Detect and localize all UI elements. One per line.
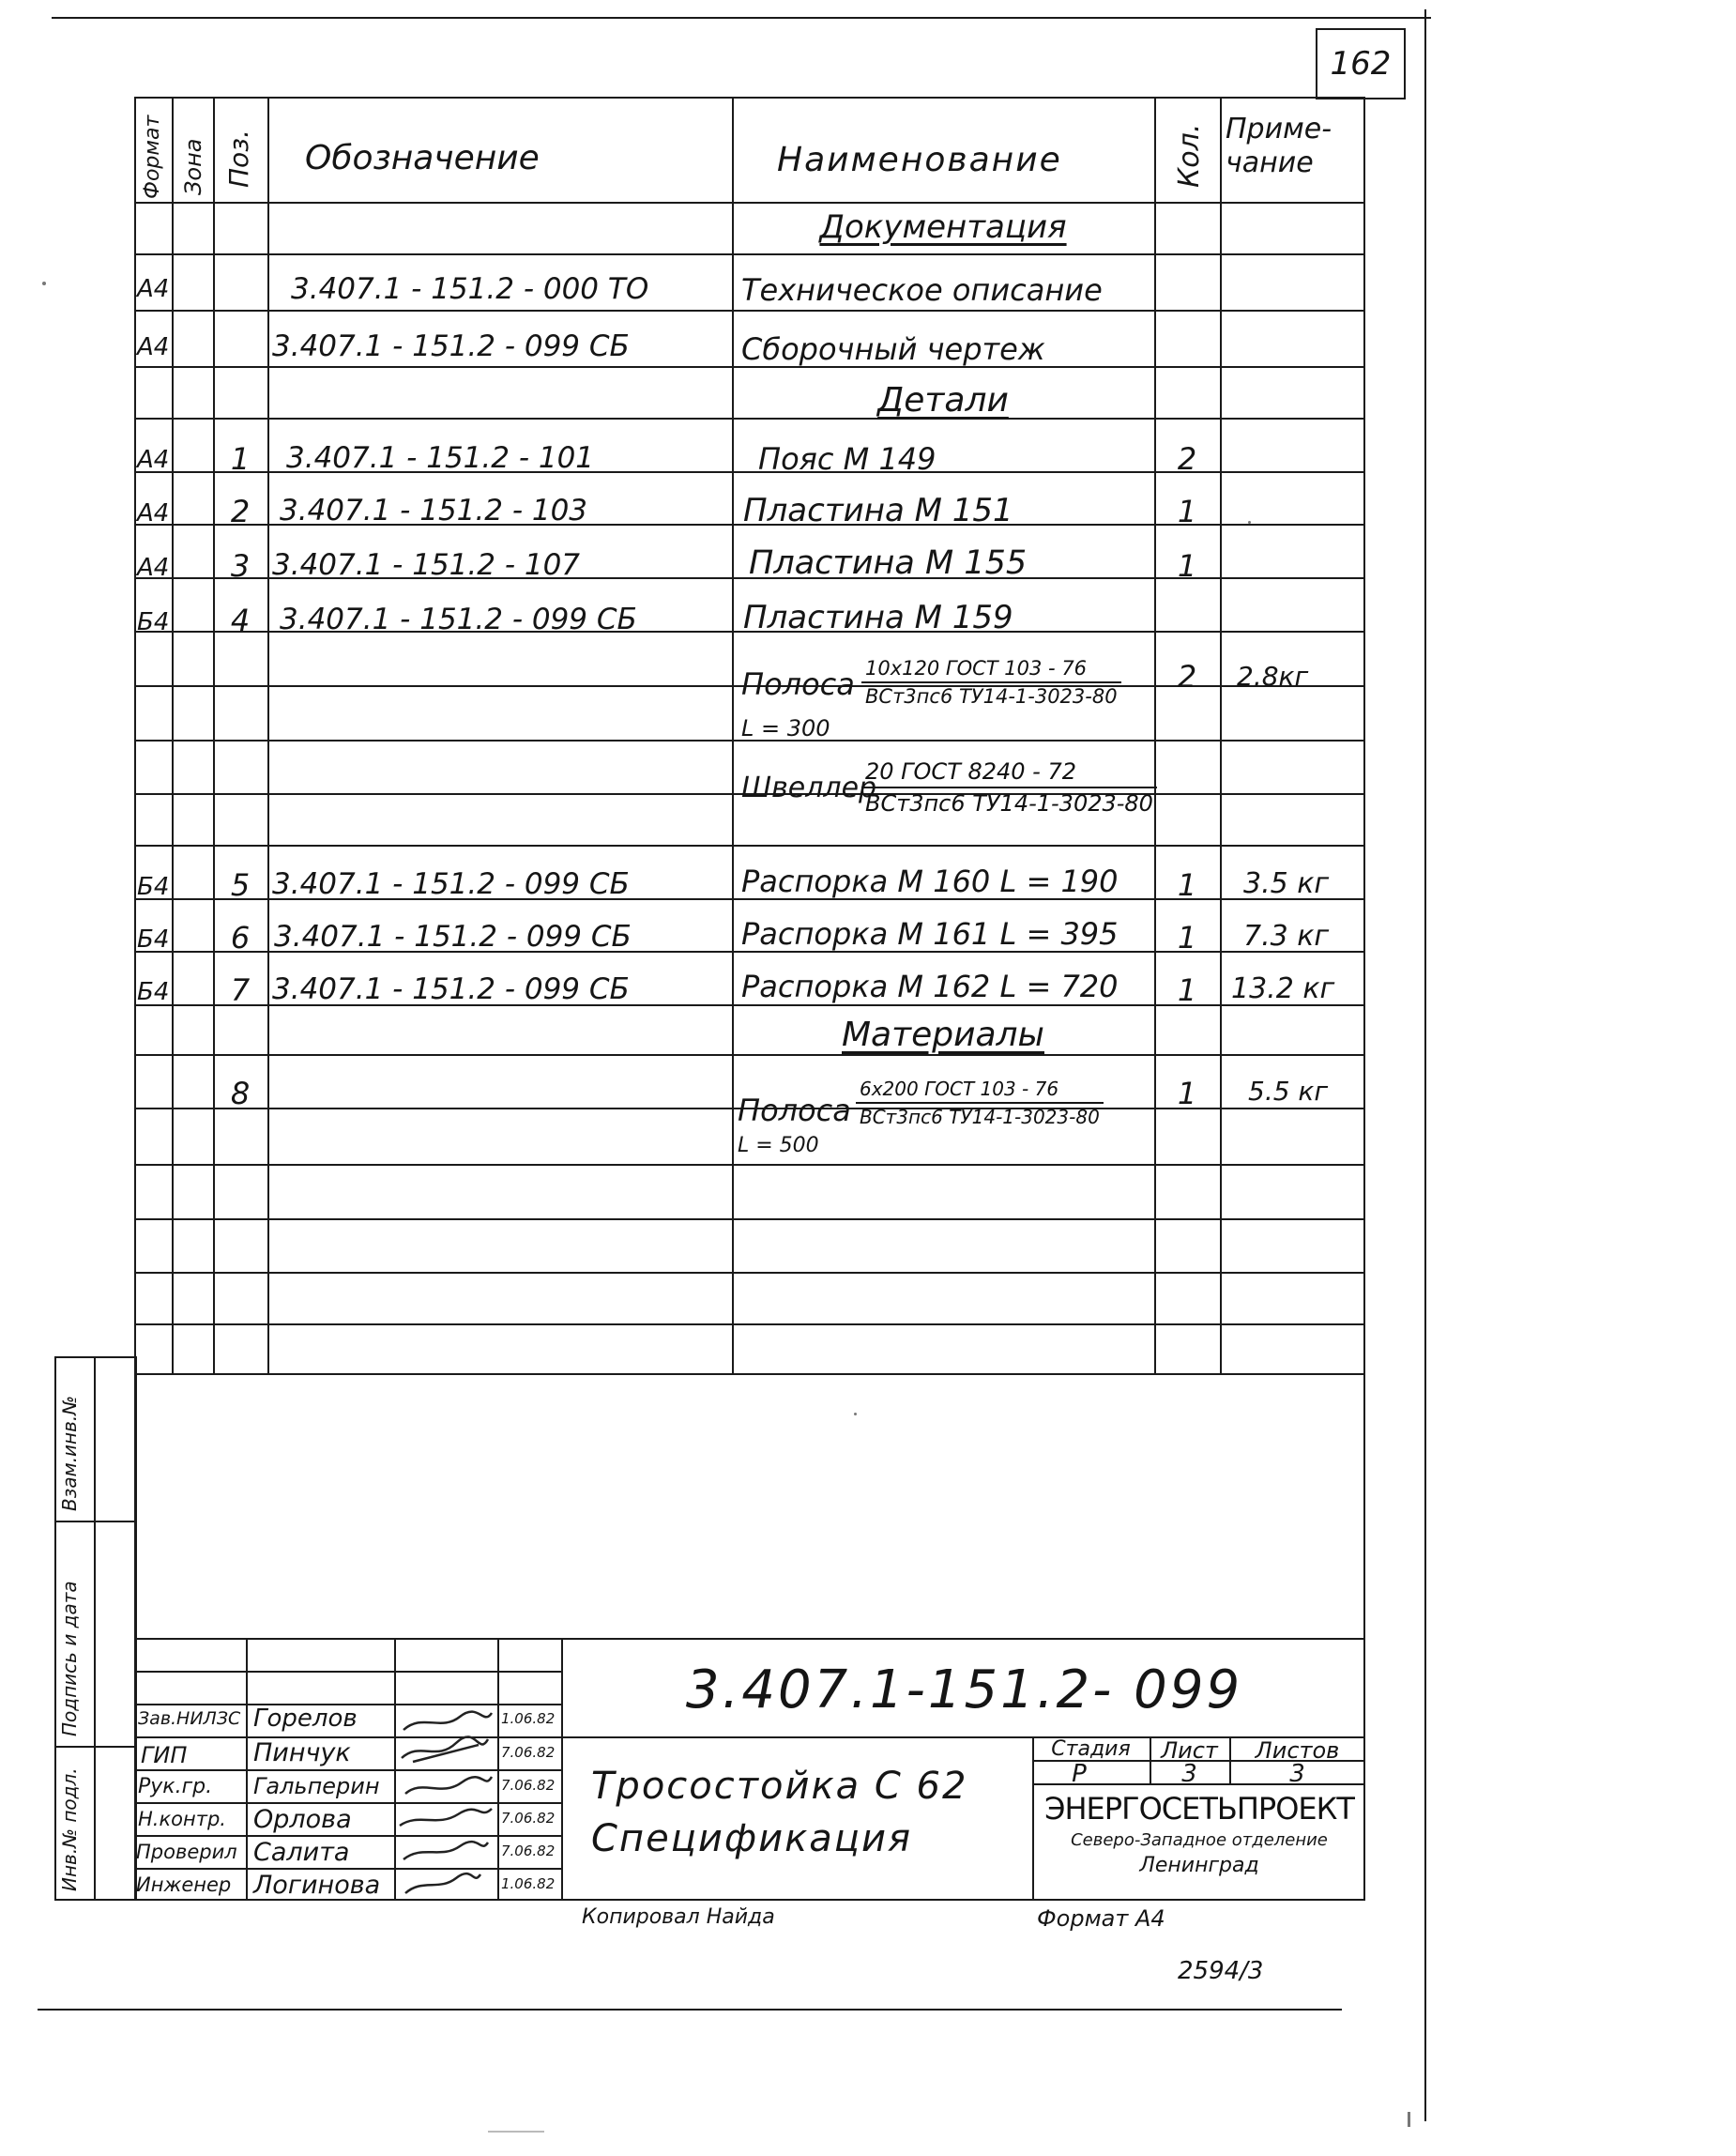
row-name: Распорка М 161 L = 395 bbox=[741, 916, 1119, 952]
row-note: 5.5 кг bbox=[1248, 1076, 1329, 1107]
row-name: Пластина М 151 bbox=[743, 492, 1013, 529]
row-line bbox=[134, 1272, 1365, 1274]
sig-name: Орлова bbox=[253, 1805, 352, 1834]
row-line bbox=[134, 1218, 1365, 1220]
row-name: Сборочный чертеж bbox=[741, 331, 1045, 367]
row-note: 7.3 кг bbox=[1243, 920, 1330, 953]
header-format: Формат bbox=[141, 115, 164, 199]
row-format: А4 bbox=[137, 446, 170, 474]
row-name: Распорка М 162 L = 720 bbox=[741, 969, 1119, 1004]
material-polosa-label: Полоса bbox=[741, 666, 855, 702]
spec-numerator: 20 ГОСТ 8240 - 72 bbox=[861, 758, 1157, 788]
row-name: Пояс М 149 bbox=[758, 441, 937, 477]
sig-name: Логинова bbox=[253, 1871, 381, 1900]
row-note: 3.5 кг bbox=[1243, 867, 1330, 900]
row-pos: 1 bbox=[230, 441, 251, 477]
material-polosa2-length: L = 500 bbox=[738, 1134, 819, 1157]
org-name: ЭНЕРГОСЕТЬПРОЕКТ bbox=[1044, 1791, 1354, 1827]
col-line bbox=[732, 97, 734, 1375]
row-designation: 3.407.1 - 151.2 - 107 bbox=[272, 548, 581, 582]
outer-top-border bbox=[52, 17, 1431, 19]
sig-date: 7.06.82 bbox=[501, 1843, 556, 1859]
row-pos: 3 bbox=[230, 548, 251, 584]
row-line bbox=[134, 845, 1365, 847]
row-format: Б4 bbox=[137, 978, 170, 1006]
doc-title-line1: Тросостойка С 62 bbox=[591, 1765, 968, 1808]
section-materials: Материалы bbox=[842, 1016, 1044, 1054]
sig-date: 1.06.82 bbox=[501, 1875, 556, 1892]
spec-numerator: 10x120 ГОСТ 103 - 76 bbox=[861, 657, 1121, 683]
row-pos: 7 bbox=[230, 972, 251, 1008]
tb-row bbox=[134, 1671, 561, 1673]
row-format: Б4 bbox=[137, 873, 170, 901]
sheet-label: Лист bbox=[1161, 1737, 1218, 1764]
scan-speck bbox=[854, 1413, 857, 1415]
row-line bbox=[134, 1323, 1365, 1325]
col-line bbox=[1154, 97, 1156, 1375]
side-stamp-sign-date: Подпись и дата bbox=[58, 1581, 81, 1736]
side-stamp-inv-dup: Взам.инв.№ bbox=[58, 1395, 81, 1511]
row-format: Б4 bbox=[137, 925, 170, 954]
doc-code: 3.407.1-151.2- 099 bbox=[685, 1659, 1243, 1720]
sheets-label: Листов bbox=[1255, 1737, 1340, 1764]
sheets-value: 3 bbox=[1289, 1760, 1305, 1788]
row-pos: 5 bbox=[230, 867, 251, 903]
stage-label: Стадия bbox=[1051, 1737, 1131, 1761]
row-designation: 3.407.1 - 151.2 - 099 СБ bbox=[274, 920, 632, 954]
material-shveller-spec bbox=[861, 758, 1157, 817]
scan-speck bbox=[1248, 521, 1251, 524]
row-line bbox=[134, 1164, 1365, 1166]
row-designation: 3.407.1 - 151.2 - 099 СБ bbox=[280, 603, 637, 636]
copied-by: Копировал Найда bbox=[582, 1905, 775, 1929]
sheet-number-box bbox=[1316, 28, 1406, 99]
row-qty: 1 bbox=[1177, 972, 1197, 1008]
sig-role: Зав.НИЛЗС bbox=[138, 1708, 241, 1729]
row-line bbox=[134, 253, 1365, 255]
row-qty: 2 bbox=[1177, 441, 1197, 477]
row-name: Техническое описание bbox=[741, 272, 1103, 308]
outer-right-border bbox=[1424, 9, 1426, 2121]
row-note: 13.2 кг bbox=[1231, 972, 1335, 1005]
scan-speck bbox=[488, 2131, 544, 2133]
sig-role: ГИП bbox=[141, 1742, 188, 1768]
org-city: Ленинград bbox=[1139, 1854, 1259, 1877]
sig-role: Рук.гр. bbox=[138, 1775, 213, 1798]
row-designation: 3.407.1 - 151.2 - 099 СБ bbox=[272, 329, 630, 363]
header-name: Наименование bbox=[777, 141, 1062, 179]
row-qty: 2 bbox=[1177, 659, 1197, 695]
section-details: Детали bbox=[877, 381, 1009, 420]
row-qty: 1 bbox=[1177, 1076, 1197, 1111]
sig-name: Горелов bbox=[253, 1705, 358, 1733]
doc-title-line2: Спецификация bbox=[591, 1817, 913, 1860]
scan-speck bbox=[42, 282, 46, 285]
scan-speck bbox=[1408, 2112, 1410, 2127]
spec-denominator: ВСт3пс6 ТУ14-1-3023-80 bbox=[860, 1106, 1100, 1128]
header-qty: Кол. bbox=[1173, 123, 1206, 188]
row-format: А4 bbox=[137, 499, 170, 528]
row-format: А4 bbox=[137, 333, 170, 361]
row-qty: 1 bbox=[1177, 494, 1197, 529]
row-format: А4 bbox=[137, 554, 170, 582]
header-separator bbox=[134, 202, 1365, 204]
sheet-number: 162 bbox=[1330, 45, 1392, 83]
stage-value: Р bbox=[1072, 1760, 1087, 1788]
col-line bbox=[172, 97, 174, 1375]
material-polosa-length: L = 300 bbox=[741, 715, 830, 742]
row-pos: 8 bbox=[230, 1076, 251, 1111]
blank-area bbox=[134, 1375, 1365, 1638]
header-pos: Поз. bbox=[223, 130, 254, 188]
sig-date: 1.06.82 bbox=[501, 1710, 556, 1727]
spec-denominator: ВСт3пс6 ТУ14-1-3023-80 bbox=[865, 685, 1118, 708]
header-note: Приме- чание bbox=[1226, 113, 1332, 179]
side-stamp-sep bbox=[54, 1746, 137, 1748]
header-zone: Зона bbox=[180, 138, 206, 195]
sheet-value: 3 bbox=[1181, 1760, 1197, 1788]
row-pos: 2 bbox=[230, 494, 251, 529]
row-name: Пластина М 155 bbox=[749, 544, 1028, 582]
sig-name: Салита bbox=[253, 1838, 350, 1867]
material-polosa2-spec bbox=[856, 1078, 1104, 1128]
row-line bbox=[134, 1054, 1365, 1056]
sig-name: Пинчук bbox=[253, 1738, 351, 1767]
header-designation: Обозначение bbox=[305, 139, 540, 177]
row-qty: 1 bbox=[1177, 920, 1197, 956]
col-line bbox=[213, 97, 215, 1375]
row-name: Распорка М 160 L = 190 bbox=[741, 864, 1119, 899]
row-note: 2.8кг bbox=[1237, 661, 1309, 692]
side-stamp-sep bbox=[54, 1521, 137, 1522]
material-polosa-spec bbox=[861, 657, 1121, 708]
format-label: Формат А4 bbox=[1037, 1905, 1165, 1932]
outer-bottom-border bbox=[38, 2009, 1342, 2011]
row-pos: 6 bbox=[230, 920, 251, 956]
row-pos: 4 bbox=[230, 603, 251, 638]
spec-numerator: 6x200 ГОСТ 103 - 76 bbox=[856, 1078, 1104, 1104]
row-designation: 3.407.1 - 151.2 - 000 ТО bbox=[291, 272, 649, 306]
row-format: А4 bbox=[137, 275, 170, 303]
row-name: Пластина М 159 bbox=[743, 599, 1013, 636]
row-designation: 3.407.1 - 151.2 - 099 СБ bbox=[272, 972, 630, 1006]
row-qty: 1 bbox=[1177, 867, 1197, 903]
sig-date: 7.06.82 bbox=[501, 1810, 556, 1827]
row-qty: 1 bbox=[1177, 548, 1197, 584]
material-polosa2-label: Полоса bbox=[738, 1093, 851, 1128]
row-designation: 3.407.1 - 151.2 - 099 СБ bbox=[272, 867, 630, 901]
signature-scribbles bbox=[394, 1704, 497, 1901]
col-line bbox=[267, 97, 269, 1375]
sig-date: 7.06.82 bbox=[501, 1777, 556, 1794]
spec-denominator: ВСт3пс6 ТУ14-1-3023-80 bbox=[865, 790, 1153, 817]
side-stamp-divider bbox=[94, 1356, 96, 1901]
archive-number: 2594/3 bbox=[1178, 1957, 1264, 1985]
side-stamp-inv-orig: Инв.№ подл. bbox=[58, 1767, 81, 1891]
material-shveller-label: Швеллер bbox=[741, 772, 877, 804]
row-designation: 3.407.1 - 151.2 - 103 bbox=[280, 494, 588, 528]
sig-role: Н.контр. bbox=[138, 1808, 226, 1830]
sig-date: 7.06.82 bbox=[501, 1744, 556, 1761]
row-designation: 3.407.1 - 151.2 - 101 bbox=[286, 441, 595, 475]
section-documentation: Документация bbox=[819, 208, 1067, 246]
org-branch: Северо-Западное отделение bbox=[1071, 1830, 1328, 1850]
sig-role: Проверил bbox=[136, 1841, 237, 1863]
row-line bbox=[134, 310, 1365, 312]
sig-role: Инженер bbox=[136, 1873, 232, 1896]
sig-name: Гальперин bbox=[253, 1773, 380, 1799]
col-line bbox=[1220, 97, 1222, 1375]
row-format: Б4 bbox=[137, 608, 170, 636]
